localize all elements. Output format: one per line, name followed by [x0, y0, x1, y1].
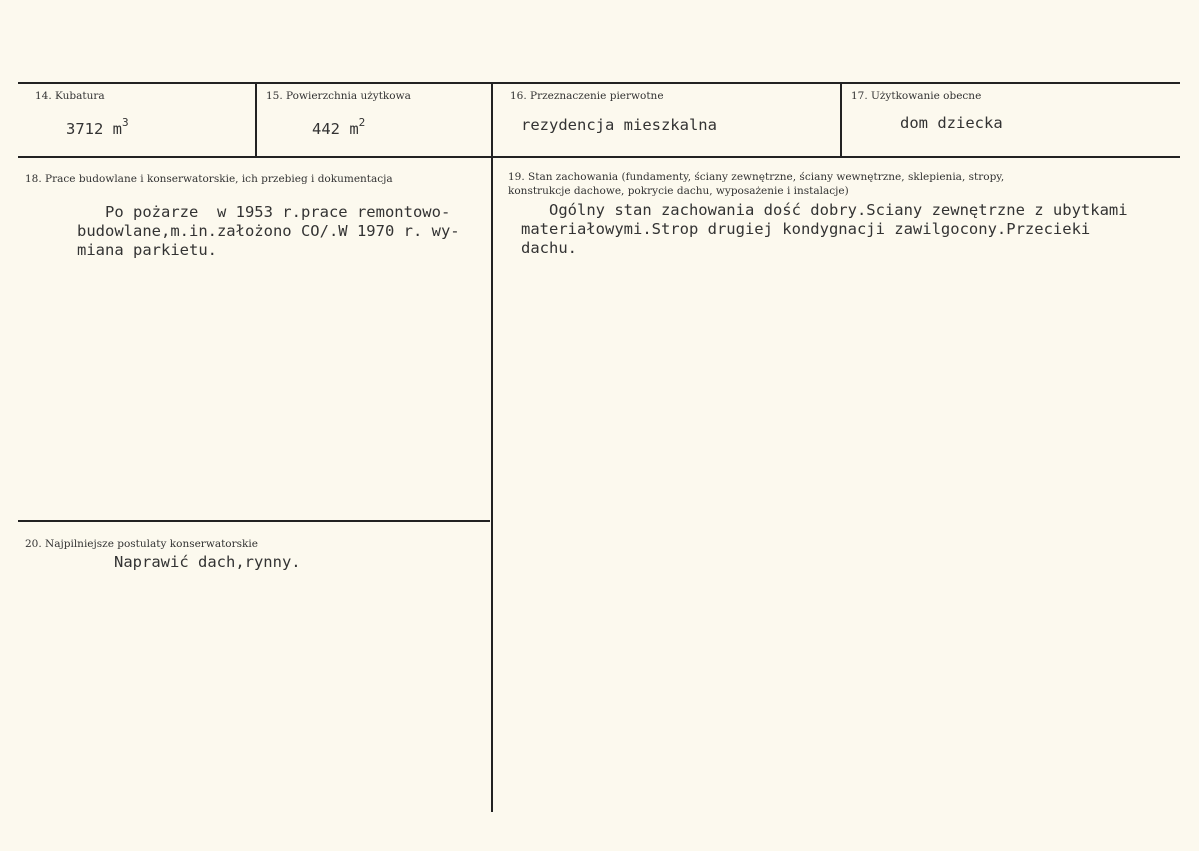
- field-15-value-text: 442 m: [312, 120, 359, 139]
- field-14-value: [66, 114, 129, 140]
- top-rule: [18, 82, 1180, 84]
- field-18-line-2: budowlane,m.in.założono CO/.W 1970 r. wy-: [77, 222, 460, 240]
- field-17-label: 17. Użytkowanie obecne: [851, 90, 982, 102]
- field-14-value-text: 3712 m: [66, 120, 122, 139]
- field-15-value: [312, 114, 365, 140]
- field-19-line-1: Ogólny stan zachowania dość dobry.Sciany zewnętrzne z ubytkami: [521, 201, 1128, 219]
- field-20-label: 20. Najpilniejsze postulaty konserwatorskie: [25, 538, 258, 550]
- col-divider-3: [840, 82, 842, 158]
- field-19-label-line-1: 19. Stan zachowania (fundamenty, ściany zewnętrzne, ściany wewnętrzne, sklepienia, stropy,: [508, 171, 1005, 183]
- col-divider-2: [491, 82, 493, 812]
- field-15-label: 15. Powierzchnia użytkowa: [266, 90, 411, 102]
- field-18-label: 18. Prace budowlane i konserwatorskie, ich przebieg i dokumentacja: [25, 173, 393, 185]
- field-18-line-3: miana parkietu.: [77, 241, 217, 259]
- field-16-label: 16. Przeznaczenie pierwotne: [510, 90, 664, 102]
- field-15-unit-exponent: 2: [358, 116, 366, 129]
- field-19-line-3: dachu.: [521, 239, 577, 257]
- field-14-unit-exponent: 3: [122, 116, 129, 129]
- row-divider: [18, 156, 1180, 158]
- field-16-value: rezydencja mieszkalna: [521, 116, 717, 134]
- col-divider-1: [255, 82, 257, 158]
- field-14-label: 14. Kubatura: [35, 90, 105, 102]
- left-column-divider: [18, 520, 490, 522]
- field-19-line-2: materiałowymi.Strop drugiej kondygnacji zawilgocony.Przecieki: [521, 220, 1091, 238]
- field-19-label-line-2: konstrukcje dachowe, pokrycie dachu, wyposażenie i instalacje): [508, 185, 849, 197]
- field-17-value: dom dziecka: [900, 114, 1003, 132]
- field-20-value: Naprawić dach,rynny.: [114, 553, 301, 571]
- field-18-line-1: Po pożarze w 1953 r.prace remontowo-: [77, 203, 451, 221]
